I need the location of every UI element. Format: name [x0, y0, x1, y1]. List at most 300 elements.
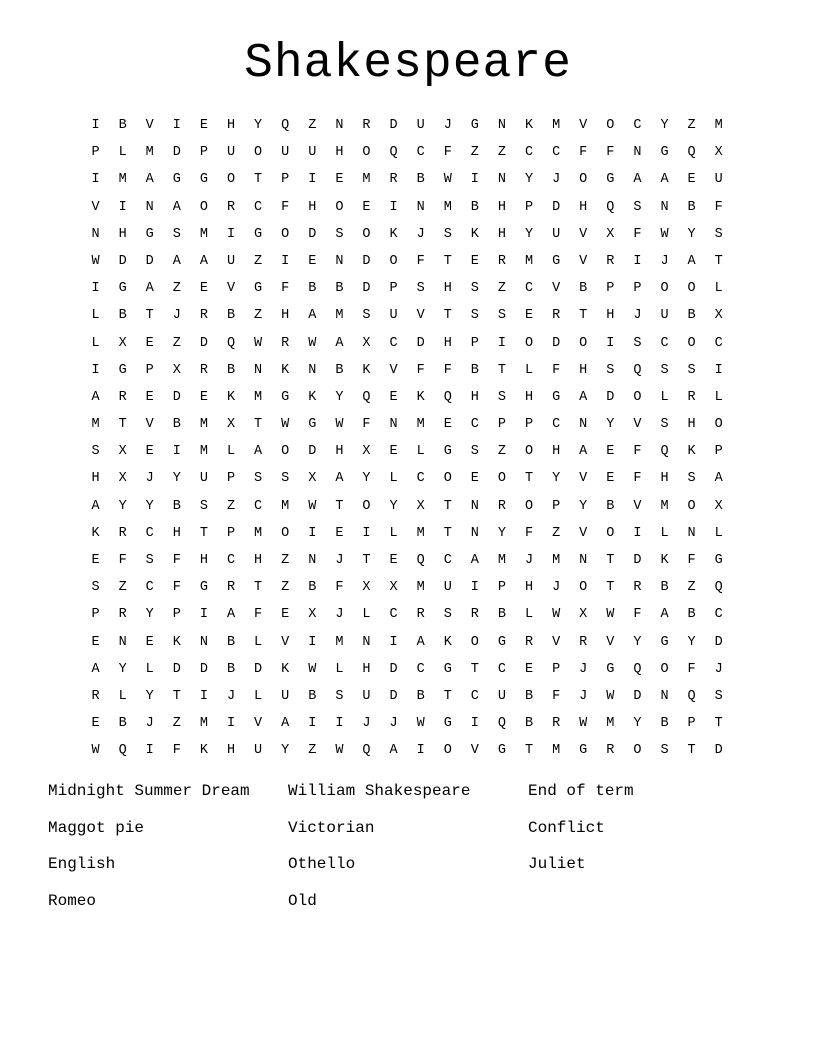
- grid-cell[interactable]: S: [335, 226, 344, 242]
- grid-cell[interactable]: C: [416, 471, 425, 487]
- grid-cell[interactable]: A: [172, 199, 181, 215]
- grid-cell[interactable]: J: [226, 688, 236, 704]
- grid-cell[interactable]: O: [660, 661, 669, 677]
- grid-cell[interactable]: Y: [633, 716, 642, 732]
- grid-cell[interactable]: B: [226, 362, 236, 378]
- grid-cell[interactable]: E: [145, 444, 154, 460]
- grid-cell[interactable]: A: [172, 253, 181, 269]
- grid-cell[interactable]: W: [416, 716, 425, 732]
- grid-cell[interactable]: I: [362, 525, 371, 541]
- grid-cell[interactable]: M: [335, 634, 344, 650]
- grid-cell[interactable]: Z: [308, 118, 317, 133]
- grid-cell[interactable]: K: [416, 389, 425, 405]
- grid-cell[interactable]: G: [579, 743, 588, 759]
- grid-cell[interactable]: N: [389, 417, 398, 433]
- grid-cell[interactable]: Z: [497, 444, 506, 460]
- grid-cell[interactable]: X: [118, 471, 127, 487]
- grid-cell[interactable]: O: [579, 172, 588, 188]
- grid-cell[interactable]: M: [335, 308, 344, 324]
- grid-cell[interactable]: E: [470, 471, 479, 487]
- grid-cell[interactable]: A: [687, 253, 696, 269]
- grid-cell[interactable]: I: [172, 444, 181, 460]
- grid-cell[interactable]: H: [199, 553, 208, 568]
- grid-cell[interactable]: P: [524, 199, 534, 215]
- grid-cell[interactable]: V: [633, 417, 642, 433]
- grid-cell[interactable]: C: [524, 281, 534, 297]
- grid-cell[interactable]: P: [633, 281, 642, 297]
- grid-cell[interactable]: Y: [172, 471, 181, 487]
- grid-cell[interactable]: R: [497, 498, 506, 514]
- grid-cell[interactable]: W: [91, 253, 100, 269]
- grid-cell[interactable]: Z: [281, 580, 290, 596]
- grid-cell[interactable]: Q: [118, 743, 127, 759]
- grid-cell[interactable]: R: [362, 118, 371, 133]
- grid-cell[interactable]: K: [281, 661, 290, 677]
- grid-cell[interactable]: B: [118, 118, 127, 133]
- grid-cell[interactable]: X: [362, 335, 371, 351]
- grid-cell[interactable]: W: [606, 607, 615, 623]
- grid-cell[interactable]: Z: [172, 281, 181, 297]
- grid-cell[interactable]: Z: [552, 525, 561, 541]
- grid-cell[interactable]: O: [362, 145, 371, 161]
- grid-cell[interactable]: O: [660, 281, 669, 297]
- grid-cell[interactable]: H: [91, 471, 100, 487]
- grid-cell[interactable]: G: [118, 362, 127, 378]
- grid-cell[interactable]: D: [389, 118, 398, 133]
- grid-cell[interactable]: A: [91, 661, 100, 677]
- grid-cell[interactable]: A: [281, 716, 290, 732]
- grid-cell[interactable]: Y: [118, 661, 127, 677]
- grid-cell[interactable]: R: [281, 335, 290, 351]
- grid-cell[interactable]: P: [199, 145, 208, 161]
- grid-cell[interactable]: X: [714, 308, 723, 324]
- grid-cell[interactable]: O: [389, 253, 398, 269]
- grid-cell[interactable]: T: [443, 688, 452, 704]
- grid-cell[interactable]: S: [660, 743, 669, 759]
- grid-cell[interactable]: M: [281, 498, 290, 514]
- grid-cell[interactable]: O: [687, 281, 696, 297]
- grid-cell[interactable]: G: [660, 145, 669, 161]
- grid-cell[interactable]: B: [579, 281, 588, 297]
- grid-cell[interactable]: T: [714, 716, 723, 732]
- grid-cell[interactable]: U: [308, 145, 317, 161]
- grid-cell[interactable]: Y: [552, 471, 561, 487]
- grid-cell[interactable]: D: [362, 253, 371, 269]
- grid-cell[interactable]: H: [172, 525, 181, 541]
- grid-cell[interactable]: N: [660, 199, 669, 215]
- grid-cell[interactable]: P: [552, 498, 561, 514]
- grid-cell[interactable]: J: [172, 308, 181, 324]
- grid-cell[interactable]: H: [443, 281, 452, 297]
- grid-cell[interactable]: K: [524, 118, 534, 133]
- grid-cell[interactable]: C: [470, 688, 479, 704]
- grid-cell[interactable]: E: [443, 417, 452, 433]
- grid-cell[interactable]: B: [308, 688, 317, 704]
- grid-cell[interactable]: H: [579, 199, 588, 215]
- grid-cell[interactable]: E: [606, 471, 615, 487]
- grid-cell[interactable]: A: [579, 389, 588, 405]
- grid-cell[interactable]: F: [687, 553, 696, 568]
- grid-cell[interactable]: F: [552, 362, 561, 378]
- grid-cell[interactable]: X: [308, 471, 317, 487]
- grid-cell[interactable]: U: [416, 118, 425, 133]
- grid-cell[interactable]: S: [470, 281, 479, 297]
- grid-cell[interactable]: B: [660, 716, 669, 732]
- grid-cell[interactable]: C: [389, 607, 398, 623]
- grid-cell[interactable]: D: [552, 335, 561, 351]
- grid-cell[interactable]: O: [443, 743, 452, 759]
- grid-cell[interactable]: B: [416, 172, 425, 188]
- grid-cell[interactable]: Y: [497, 525, 506, 541]
- grid-cell[interactable]: Y: [254, 118, 263, 133]
- grid-cell[interactable]: G: [308, 417, 317, 433]
- grid-cell[interactable]: S: [281, 471, 290, 487]
- grid-cell[interactable]: E: [91, 634, 100, 650]
- grid-cell[interactable]: N: [362, 634, 371, 650]
- grid-cell[interactable]: P: [389, 281, 398, 297]
- grid-cell[interactable]: H: [254, 553, 263, 568]
- grid-cell[interactable]: O: [335, 199, 344, 215]
- grid-cell[interactable]: V: [579, 525, 588, 541]
- grid-cell[interactable]: B: [308, 281, 317, 297]
- grid-cell[interactable]: F: [552, 688, 561, 704]
- grid-cell[interactable]: O: [226, 172, 236, 188]
- grid-cell[interactable]: F: [172, 743, 181, 759]
- grid-cell[interactable]: S: [443, 607, 452, 623]
- grid-cell[interactable]: Q: [389, 145, 398, 161]
- grid-cell[interactable]: C: [552, 417, 561, 433]
- grid-cell[interactable]: Q: [443, 389, 452, 405]
- grid-cell[interactable]: Y: [145, 498, 154, 514]
- grid-cell[interactable]: G: [497, 743, 506, 759]
- grid-cell[interactable]: I: [389, 634, 398, 650]
- grid-cell[interactable]: Q: [606, 199, 615, 215]
- grid-cell[interactable]: D: [118, 253, 127, 269]
- grid-cell[interactable]: N: [579, 417, 588, 433]
- grid-cell[interactable]: S: [470, 308, 479, 324]
- grid-cell[interactable]: L: [389, 471, 398, 487]
- grid-cell[interactable]: Z: [254, 253, 263, 269]
- grid-cell[interactable]: V: [145, 417, 154, 433]
- grid-cell[interactable]: E: [145, 634, 154, 650]
- grid-cell[interactable]: H: [226, 743, 236, 759]
- grid-cell[interactable]: V: [389, 362, 398, 378]
- grid-cell[interactable]: O: [281, 525, 290, 541]
- grid-cell[interactable]: B: [470, 362, 479, 378]
- grid-cell[interactable]: K: [389, 226, 398, 242]
- grid-cell[interactable]: W: [579, 716, 588, 732]
- grid-cell[interactable]: U: [714, 172, 723, 188]
- grid-cell[interactable]: H: [579, 362, 588, 378]
- grid-cell[interactable]: A: [470, 553, 479, 568]
- grid-cell[interactable]: N: [199, 634, 208, 650]
- grid-cell[interactable]: V: [552, 634, 561, 650]
- grid-cell[interactable]: Y: [145, 607, 154, 623]
- grid-cell[interactable]: I: [172, 118, 181, 133]
- grid-cell[interactable]: Q: [660, 444, 669, 460]
- grid-cell[interactable]: R: [389, 172, 398, 188]
- grid-cell[interactable]: J: [552, 172, 561, 188]
- grid-cell[interactable]: F: [416, 362, 425, 378]
- grid-cell[interactable]: L: [524, 362, 534, 378]
- grid-cell[interactable]: X: [416, 498, 425, 514]
- grid-cell[interactable]: X: [362, 580, 371, 596]
- grid-cell[interactable]: H: [281, 308, 290, 324]
- grid-cell[interactable]: M: [199, 226, 208, 242]
- grid-cell[interactable]: W: [552, 607, 561, 623]
- grid-cell[interactable]: B: [118, 308, 127, 324]
- grid-cell[interactable]: W: [308, 661, 317, 677]
- grid-cell[interactable]: O: [362, 498, 371, 514]
- grid-cell[interactable]: X: [118, 335, 127, 351]
- grid-cell[interactable]: Y: [687, 634, 696, 650]
- grid-cell[interactable]: O: [714, 417, 723, 433]
- grid-cell[interactable]: I: [118, 199, 127, 215]
- grid-cell[interactable]: H: [443, 335, 452, 351]
- grid-cell[interactable]: H: [552, 444, 561, 460]
- grid-cell[interactable]: Q: [497, 716, 506, 732]
- grid-cell[interactable]: I: [308, 172, 317, 188]
- grid-cell[interactable]: I: [91, 281, 100, 297]
- grid-cell[interactable]: X: [579, 607, 588, 623]
- grid-cell[interactable]: N: [416, 199, 425, 215]
- grid-cell[interactable]: R: [606, 743, 615, 759]
- grid-cell[interactable]: L: [118, 688, 127, 704]
- grid-cell[interactable]: G: [254, 226, 263, 242]
- grid-cell[interactable]: N: [308, 553, 317, 568]
- grid-cell[interactable]: J: [552, 580, 561, 596]
- grid-cell[interactable]: W: [91, 743, 100, 759]
- grid-cell[interactable]: M: [145, 145, 154, 161]
- grid-cell[interactable]: D: [552, 199, 561, 215]
- grid-cell[interactable]: I: [470, 716, 479, 732]
- grid-cell[interactable]: Z: [226, 498, 236, 514]
- grid-cell[interactable]: Q: [687, 145, 696, 161]
- grid-cell[interactable]: N: [335, 118, 344, 133]
- grid-cell[interactable]: C: [552, 145, 561, 161]
- grid-cell[interactable]: Q: [281, 118, 290, 133]
- grid-cell[interactable]: O: [281, 444, 290, 460]
- grid-cell[interactable]: C: [145, 525, 154, 541]
- grid-cell[interactable]: V: [91, 199, 100, 215]
- grid-cell[interactable]: F: [524, 525, 534, 541]
- grid-cell[interactable]: U: [660, 308, 669, 324]
- grid-cell[interactable]: B: [172, 417, 181, 433]
- grid-cell[interactable]: V: [579, 118, 588, 133]
- grid-cell[interactable]: Z: [254, 308, 263, 324]
- grid-cell[interactable]: Y: [687, 226, 696, 242]
- grid-cell[interactable]: P: [687, 716, 696, 732]
- grid-cell[interactable]: T: [199, 525, 208, 541]
- grid-cell[interactable]: M: [118, 172, 127, 188]
- grid-cell[interactable]: R: [199, 308, 208, 324]
- grid-cell[interactable]: X: [118, 444, 127, 460]
- grid-cell[interactable]: D: [199, 661, 208, 677]
- grid-cell[interactable]: J: [362, 716, 371, 732]
- grid-cell[interactable]: B: [687, 607, 696, 623]
- grid-cell[interactable]: L: [118, 145, 127, 161]
- grid-cell[interactable]: V: [579, 253, 588, 269]
- grid-cell[interactable]: L: [524, 607, 534, 623]
- grid-cell[interactable]: W: [335, 743, 344, 759]
- grid-cell[interactable]: O: [524, 335, 534, 351]
- grid-cell[interactable]: R: [552, 308, 561, 324]
- grid-cell[interactable]: O: [497, 471, 506, 487]
- grid-cell[interactable]: M: [552, 743, 561, 759]
- grid-cell[interactable]: S: [633, 335, 642, 351]
- grid-cell[interactable]: C: [389, 335, 398, 351]
- grid-cell[interactable]: E: [606, 444, 615, 460]
- grid-cell[interactable]: M: [254, 525, 263, 541]
- grid-cell[interactable]: C: [416, 661, 425, 677]
- grid-cell[interactable]: S: [633, 199, 642, 215]
- grid-cell[interactable]: S: [497, 308, 506, 324]
- grid-cell[interactable]: C: [145, 580, 154, 596]
- grid-cell[interactable]: R: [118, 607, 127, 623]
- grid-cell[interactable]: S: [416, 281, 425, 297]
- grid-cell[interactable]: F: [172, 580, 181, 596]
- grid-cell[interactable]: A: [199, 253, 208, 269]
- grid-cell[interactable]: E: [524, 308, 534, 324]
- grid-cell[interactable]: M: [660, 498, 669, 514]
- grid-cell[interactable]: Y: [633, 634, 642, 650]
- grid-cell[interactable]: R: [199, 362, 208, 378]
- grid-cell[interactable]: D: [199, 335, 208, 351]
- grid-cell[interactable]: H: [524, 389, 534, 405]
- grid-cell[interactable]: H: [497, 226, 506, 242]
- grid-cell[interactable]: B: [687, 199, 696, 215]
- grid-cell[interactable]: I: [145, 743, 154, 759]
- grid-cell[interactable]: I: [416, 743, 425, 759]
- grid-cell[interactable]: B: [335, 362, 344, 378]
- grid-cell[interactable]: A: [389, 743, 398, 759]
- grid-cell[interactable]: P: [714, 444, 723, 460]
- grid-cell[interactable]: V: [633, 498, 642, 514]
- grid-cell[interactable]: M: [606, 716, 615, 732]
- grid-cell[interactable]: I: [308, 716, 317, 732]
- grid-cell[interactable]: Y: [281, 743, 290, 759]
- grid-cell[interactable]: W: [660, 226, 669, 242]
- grid-cell[interactable]: A: [91, 498, 100, 514]
- grid-cell[interactable]: Q: [633, 661, 642, 677]
- grid-cell[interactable]: G: [145, 226, 154, 242]
- grid-cell[interactable]: Z: [497, 281, 506, 297]
- grid-cell[interactable]: B: [308, 580, 317, 596]
- grid-cell[interactable]: P: [497, 580, 506, 596]
- grid-cell[interactable]: K: [199, 743, 208, 759]
- grid-cell[interactable]: A: [145, 172, 154, 188]
- grid-cell[interactable]: E: [308, 253, 317, 269]
- grid-cell[interactable]: T: [254, 417, 263, 433]
- grid-cell[interactable]: K: [470, 226, 479, 242]
- grid-cell[interactable]: V: [416, 308, 425, 324]
- grid-cell[interactable]: W: [308, 498, 317, 514]
- grid-cell[interactable]: D: [714, 743, 723, 759]
- grid-cell[interactable]: F: [416, 253, 425, 269]
- grid-cell[interactable]: O: [281, 226, 290, 242]
- grid-cell[interactable]: T: [335, 498, 344, 514]
- grid-cell[interactable]: G: [552, 389, 561, 405]
- grid-cell[interactable]: B: [524, 716, 534, 732]
- grid-cell[interactable]: U: [199, 471, 208, 487]
- grid-cell[interactable]: X: [714, 145, 723, 161]
- grid-cell[interactable]: C: [416, 145, 425, 161]
- grid-cell[interactable]: L: [335, 661, 344, 677]
- grid-cell[interactable]: Q: [633, 362, 642, 378]
- grid-cell[interactable]: M: [416, 580, 425, 596]
- grid-cell[interactable]: T: [497, 362, 506, 378]
- grid-cell[interactable]: Y: [362, 471, 371, 487]
- grid-cell[interactable]: C: [524, 145, 534, 161]
- grid-cell[interactable]: N: [497, 172, 506, 188]
- grid-cell[interactable]: M: [199, 417, 208, 433]
- grid-cell[interactable]: P: [226, 525, 236, 541]
- grid-cell[interactable]: N: [91, 226, 100, 242]
- grid-cell[interactable]: S: [91, 580, 100, 596]
- grid-cell[interactable]: G: [172, 172, 181, 188]
- grid-cell[interactable]: B: [524, 688, 534, 704]
- grid-cell[interactable]: E: [524, 661, 534, 677]
- grid-cell[interactable]: R: [226, 580, 236, 596]
- grid-cell[interactable]: T: [443, 498, 452, 514]
- grid-cell[interactable]: D: [254, 661, 263, 677]
- grid-cell[interactable]: A: [579, 444, 588, 460]
- grid-cell[interactable]: I: [199, 688, 208, 704]
- grid-cell[interactable]: F: [633, 444, 642, 460]
- grid-cell[interactable]: U: [254, 743, 263, 759]
- grid-cell[interactable]: X: [606, 226, 615, 242]
- grid-cell[interactable]: Z: [687, 118, 696, 133]
- grid-cell[interactable]: B: [606, 498, 615, 514]
- grid-cell[interactable]: K: [687, 444, 696, 460]
- grid-cell[interactable]: Z: [281, 553, 290, 568]
- grid-cell[interactable]: B: [687, 308, 696, 324]
- grid-cell[interactable]: R: [118, 389, 127, 405]
- grid-cell[interactable]: G: [660, 634, 669, 650]
- grid-cell[interactable]: C: [226, 553, 236, 568]
- grid-cell[interactable]: Q: [687, 688, 696, 704]
- grid-cell[interactable]: M: [362, 172, 371, 188]
- grid-cell[interactable]: M: [416, 417, 425, 433]
- grid-cell[interactable]: N: [254, 362, 263, 378]
- grid-cell[interactable]: X: [226, 417, 236, 433]
- grid-cell[interactable]: Y: [606, 417, 615, 433]
- grid-cell[interactable]: S: [199, 498, 208, 514]
- grid-cell[interactable]: C: [443, 553, 452, 568]
- grid-cell[interactable]: I: [281, 253, 290, 269]
- grid-cell[interactable]: I: [714, 362, 723, 378]
- grid-cell[interactable]: B: [172, 498, 181, 514]
- grid-cell[interactable]: G: [714, 553, 723, 568]
- grid-cell[interactable]: F: [687, 661, 696, 677]
- grid-cell[interactable]: P: [91, 607, 100, 623]
- grid-cell[interactable]: W: [335, 417, 344, 433]
- grid-cell[interactable]: M: [254, 389, 263, 405]
- grid-cell[interactable]: R: [91, 688, 100, 704]
- grid-cell[interactable]: Y: [660, 118, 669, 133]
- grid-cell[interactable]: S: [91, 444, 100, 460]
- grid-cell[interactable]: C: [254, 498, 263, 514]
- grid-cell[interactable]: S: [497, 389, 506, 405]
- grid-cell[interactable]: B: [118, 716, 127, 732]
- grid-cell[interactable]: G: [606, 661, 615, 677]
- grid-cell[interactable]: I: [226, 716, 236, 732]
- grid-cell[interactable]: C: [660, 335, 669, 351]
- grid-cell[interactable]: S: [145, 553, 154, 568]
- grid-cell[interactable]: N: [470, 498, 479, 514]
- grid-cell[interactable]: T: [118, 417, 127, 433]
- grid-cell[interactable]: L: [91, 335, 100, 351]
